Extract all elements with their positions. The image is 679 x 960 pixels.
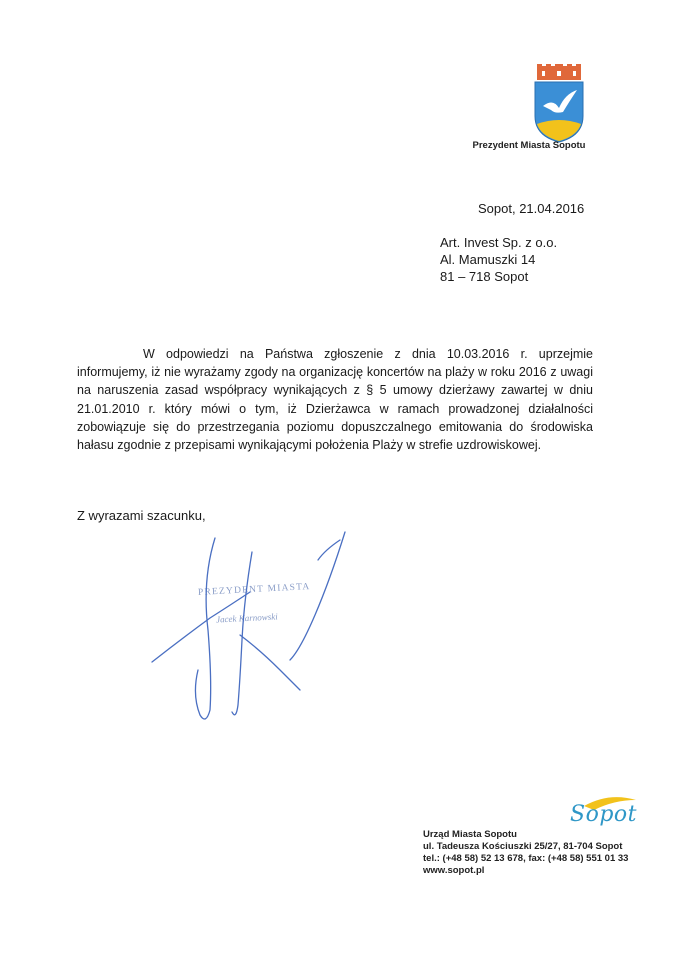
footer-phone-fax: tel.: (+48 58) 52 13 678, fax: (+48 58) 551 01 33 — [423, 853, 629, 864]
issuer-name: Prezydent Miasta Sopotu — [472, 140, 586, 151]
office-footer — [423, 829, 628, 877]
recipient-company: Art. Invest Sp. z o.o. — [440, 235, 558, 250]
closing-phrase: Z wyrazami szacunku, — [77, 508, 206, 523]
sopot-coat-of-arms-icon — [533, 64, 585, 144]
sopot-logo-text: Sopot — [570, 802, 637, 827]
footer-website: www.sopot.pl — [423, 865, 485, 876]
recipient-street: Al. Mamuszki 14 — [440, 252, 536, 267]
place-and-date: Sopot, 21.04.2016 — [478, 201, 585, 216]
stamp-name: Jacek Karnowski — [215, 611, 278, 625]
footer-address: ul. Tadeusza Kościuszki 25/27, 81-704 Sopot — [423, 841, 623, 852]
footer-office-name: Urząd Miasta Sopotu — [423, 829, 517, 840]
recipient-city: 81 – 718 Sopot — [440, 269, 529, 284]
letter-body: W odpowiedzi na Państwa zgłoszenie z dnia 10.03.2016 r. uprzejmie informujemy, iż nie wyrażamy zgody na organizację koncertów na plaży w roku 2016 z uwagi na naruszenia zasad współpracy wynikających z § 5 umowy dzierżawy zawartej w dniu 21.01.2010 r. który mówi o tym, iż Dzierżawca w ramach prowadzonej działalności zobowiązuje się do przestrzegania poziomu dopuszczalnego emitowania do środowiska hałasu zgodnie z przepisami wynikającymi położenia Plaży w strefie uzdrowiskowej. — [77, 347, 593, 453]
stamp-title: PREZYDENT MIASTA — [197, 582, 311, 598]
recipient-address — [440, 234, 557, 285]
handwritten-signature-icon — [140, 520, 370, 730]
